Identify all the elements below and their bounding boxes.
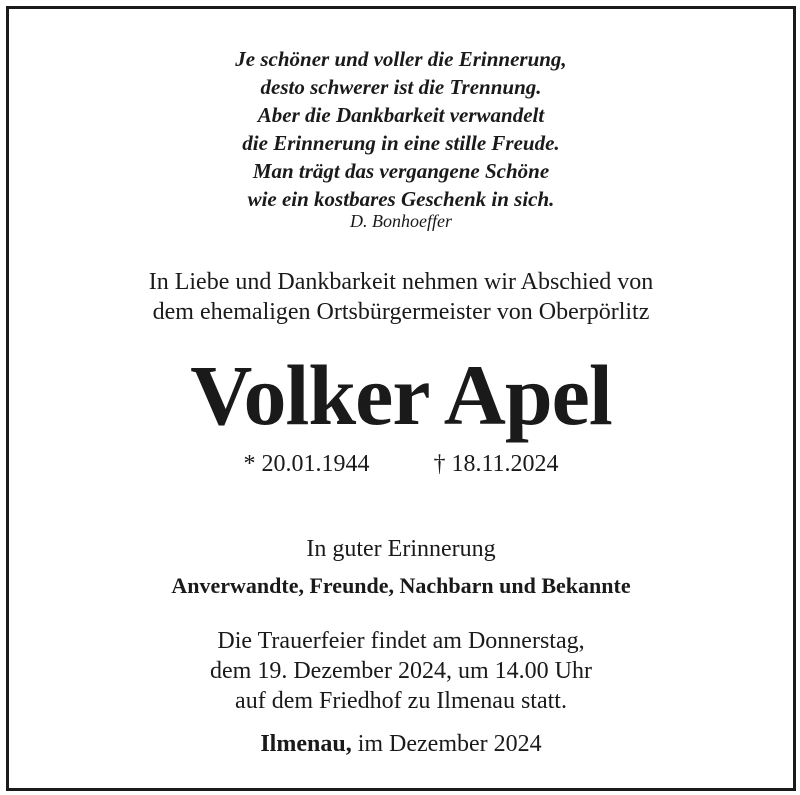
place-month: im Dezember 2024 [357, 731, 542, 757]
quote-author: D. Bonhoeffer [350, 211, 452, 231]
quote-line: Man trägt das vergangene Schöne [252, 159, 550, 183]
deceased-name: Volker Apel [190, 347, 612, 443]
ceremony-notice [9, 626, 793, 716]
place-date [9, 729, 793, 759]
ceremony-line: dem 19. Dezember 2024, um 14.00 Uhr [210, 658, 592, 684]
mourners-list: Anverwandte, Freunde, Nachbarn und Bekannte [171, 573, 631, 598]
ceremony-line: auf dem Friedhof zu Ilmenau statt. [235, 688, 567, 714]
quote-line: die Erinnerung in eine stille Freude. [242, 131, 560, 155]
bonhoeffer-quote [9, 45, 793, 213]
obituary-frame [6, 6, 796, 791]
quote-line: desto schwerer ist die Trennung. [260, 75, 542, 99]
death-date: † 18.11.2024 [433, 451, 559, 477]
memory-phrase: In guter Erinnerung [306, 536, 496, 562]
quote-line: wie ein kostbares Geschenk in sich. [247, 187, 555, 211]
birth-date: * 20.01.1944 [243, 451, 370, 477]
quote-line: Je schöner und voller die Erinnerung, [235, 47, 567, 71]
farewell-intro [9, 267, 793, 327]
life-dates [9, 449, 793, 479]
quote-line: Aber die Dankbarkeit verwandelt [257, 103, 545, 127]
place-city: Ilmenau, [260, 731, 352, 757]
intro-line: In Liebe und Dankbarkeit nehmen wir Abschied von [148, 269, 654, 295]
intro-line: dem ehemaligen Ortsbürgermeister von Oberpörlitz [152, 299, 650, 325]
ceremony-line: Die Trauerfeier findet am Donnerstag, [217, 628, 585, 654]
obituary-content [9, 9, 793, 788]
